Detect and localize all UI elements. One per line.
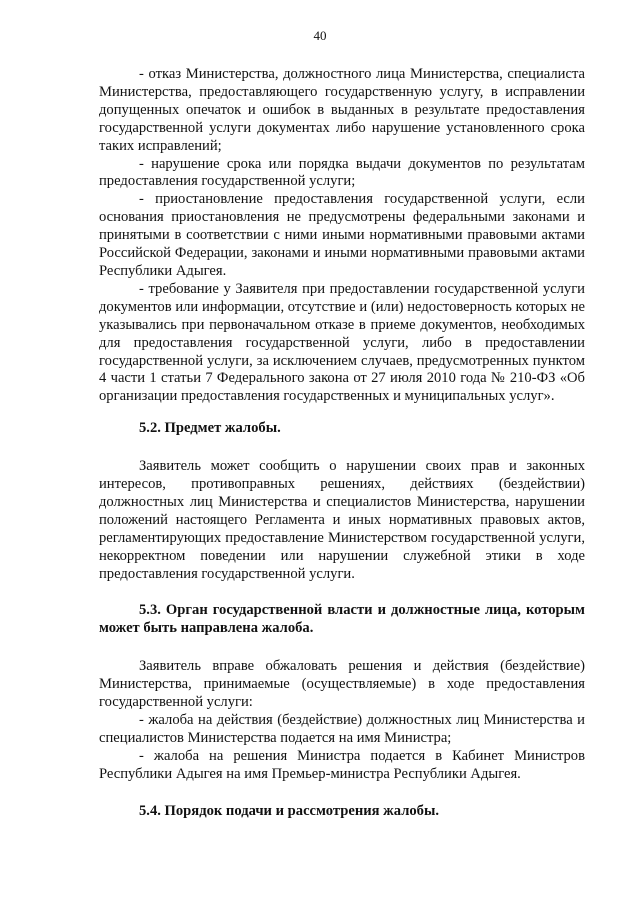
section-heading-5-4: 5.4. Порядок подачи и рассмотрения жалобы. — [139, 802, 440, 819]
complaint-ground-item: - нарушение срока или порядка выдачи документов по результатам предоставления государственной услуги; — [99, 155, 585, 190]
page-number: 40 — [313, 28, 327, 43]
section-heading-5-3: 5.3. Орган государственной власти и должностные лица, которым может быть направлена жалоба. — [99, 602, 585, 637]
complaint-ground-item: - приостановление предоставления государственной услуги, если основания приостановления не предусмотрены федеральными законами и принятыми в соответствии с ними иными нормативными правовыми актами Российской Федерации, законами и иными нормативными правовыми актами Республики Адыгея. — [99, 191, 585, 279]
section-heading-5-2: 5.2. Предмет жалобы. — [139, 420, 281, 437]
complaint-ground-item: - отказ Министерства, должностного лица Министерства, специалиста Министерства, предоставляющего государственную услугу, в исправлении допущенных опечаток и ошибок в выданных в результате предоставления государственной услуги документах либо нарушение установленного срока таких исправлений; — [99, 66, 585, 154]
section-5-3-item: - жалоба на решения Министра подается в Кабинет Министров Республики Адыгея на имя Премьер-министра Республики Адыгея. — [99, 747, 585, 782]
complaint-ground-item: - требование у Заявителя при предоставлении государственной услуги документов или информации, отсутствие и (или) недостоверность которых не указывались при первоначальном отказе в приеме документов, необходимых для предоставления государственной услуги, либо в предоставлении государственной услуги, за исключением случаев, предусмотренных пунктом 4 части 1 статьи 7 Федерального закона от 27 июля 2010 года № 210-ФЗ «Об организации предоставления государственных и муниципальных услуг». — [99, 280, 585, 405]
section-5-3-item: - жалоба на действия (бездействие) должностных лиц Министерства и специалистов Министерства подается на имя Министра; — [99, 712, 585, 746]
section-5-2-paragraph: Заявитель может сообщить о нарушении своих прав и законных интересов, противоправных решениях, действиях (бездействии) должностных лиц Министерства и специалистов Министерства, нарушении положений настоящего Регламента и иных нормативных правовых актов, регламентирующих предоставление Министерством государственной услуги, некорректном поведении или нарушении служебной этики в ходе предоставления государственной услуги. — [99, 458, 585, 582]
section-5-3-paragraph: Заявитель вправе обжаловать решения и действия (бездействие) Министерства, принимаемые (осуществляемые) в ходе предоставления государственной услуги: — [99, 658, 585, 711]
page-content — [99, 66, 585, 821]
